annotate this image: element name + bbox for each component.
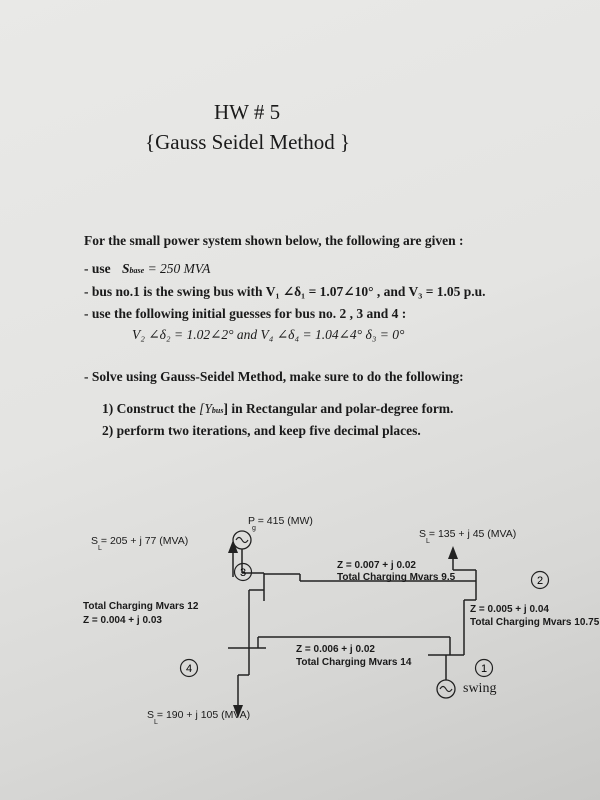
task-1-prefix: 1) Construct the	[102, 401, 196, 416]
load-bus3-label: S = 205 + j 77 (MVA)	[91, 535, 189, 547]
load-bus2-label: S = 135 + j 45 (MVA)	[419, 528, 517, 540]
pg-text: P = 415 (MW)	[248, 515, 313, 527]
line41-charging: Total Charging Mvars 14	[296, 657, 412, 668]
page-title: HW # 5	[214, 100, 281, 124]
pg-subscript: g	[252, 525, 256, 532]
swing-label: swing	[463, 681, 497, 696]
given-guesses-heading: - use the following initial guesses for bus no. 2 , 3 and 4 :	[84, 306, 407, 321]
line32-charging: Total Charging Mvars 9.5	[337, 572, 456, 583]
line21-charging: Total Charging Mvars 10.75	[470, 617, 600, 628]
line32-impedance: Z = 0.007 + j 0.02	[337, 560, 416, 571]
bus4-label: 4	[185, 663, 193, 675]
given-base-sub: base	[129, 266, 145, 275]
task-1-suffix: ] in Rectangular and polar-degree form.	[223, 401, 454, 416]
initial-guesses: V₂ ∠δ₂ = 1.02∠2° and V₄ ∠δ₄ = 1.04∠4° δ₃ = 0°	[132, 327, 405, 342]
load-bus4-sub: L	[154, 719, 158, 726]
generator-bus1-icon	[437, 680, 455, 698]
given-base-value: = 250 MVA	[144, 261, 211, 276]
bus2-label: 2	[536, 575, 544, 587]
line41-impedance: Z = 0.006 + j 0.02	[296, 644, 375, 655]
page-subtitle: {Gauss Seidel Method }	[145, 130, 351, 154]
intro-text: For the small power system shown below, the following are given :	[84, 233, 464, 248]
generator-bus3-icon	[233, 531, 251, 549]
bus3-label: 3	[239, 567, 247, 579]
load-arrow-bus2	[448, 546, 458, 559]
line34-charging: Total Charging Mvars 12	[83, 601, 199, 612]
generation-label	[248, 515, 313, 527]
given-swing-bus: - bus no.1 is the swing bus with V₁ ∠δ₁ = 1.07∠10° , and V₃ = 1.05 p.u.	[84, 284, 486, 299]
solve-instruction: - Solve using Gauss-Seidel Method, make sure to do the following:	[84, 369, 464, 384]
line21-impedance: Z = 0.005 + j 0.04	[470, 604, 549, 615]
load-bus2-sub: L	[426, 538, 430, 545]
given-base-prefix: - use	[84, 261, 111, 276]
task-iterations: 2) perform two iterations, and keep five decimal places.	[102, 423, 421, 438]
load-bus4-label: S = 190 + j 105 (MVA)	[147, 709, 251, 721]
load-bus3-sub: L	[98, 545, 102, 552]
task-1-matrix: [Y	[199, 401, 212, 416]
task-1-sub: bus	[211, 406, 224, 415]
line34-impedance: Z = 0.004 + j 0.03	[83, 615, 162, 626]
given-base-var: S	[122, 261, 130, 276]
bus1-label: 1	[480, 663, 488, 675]
